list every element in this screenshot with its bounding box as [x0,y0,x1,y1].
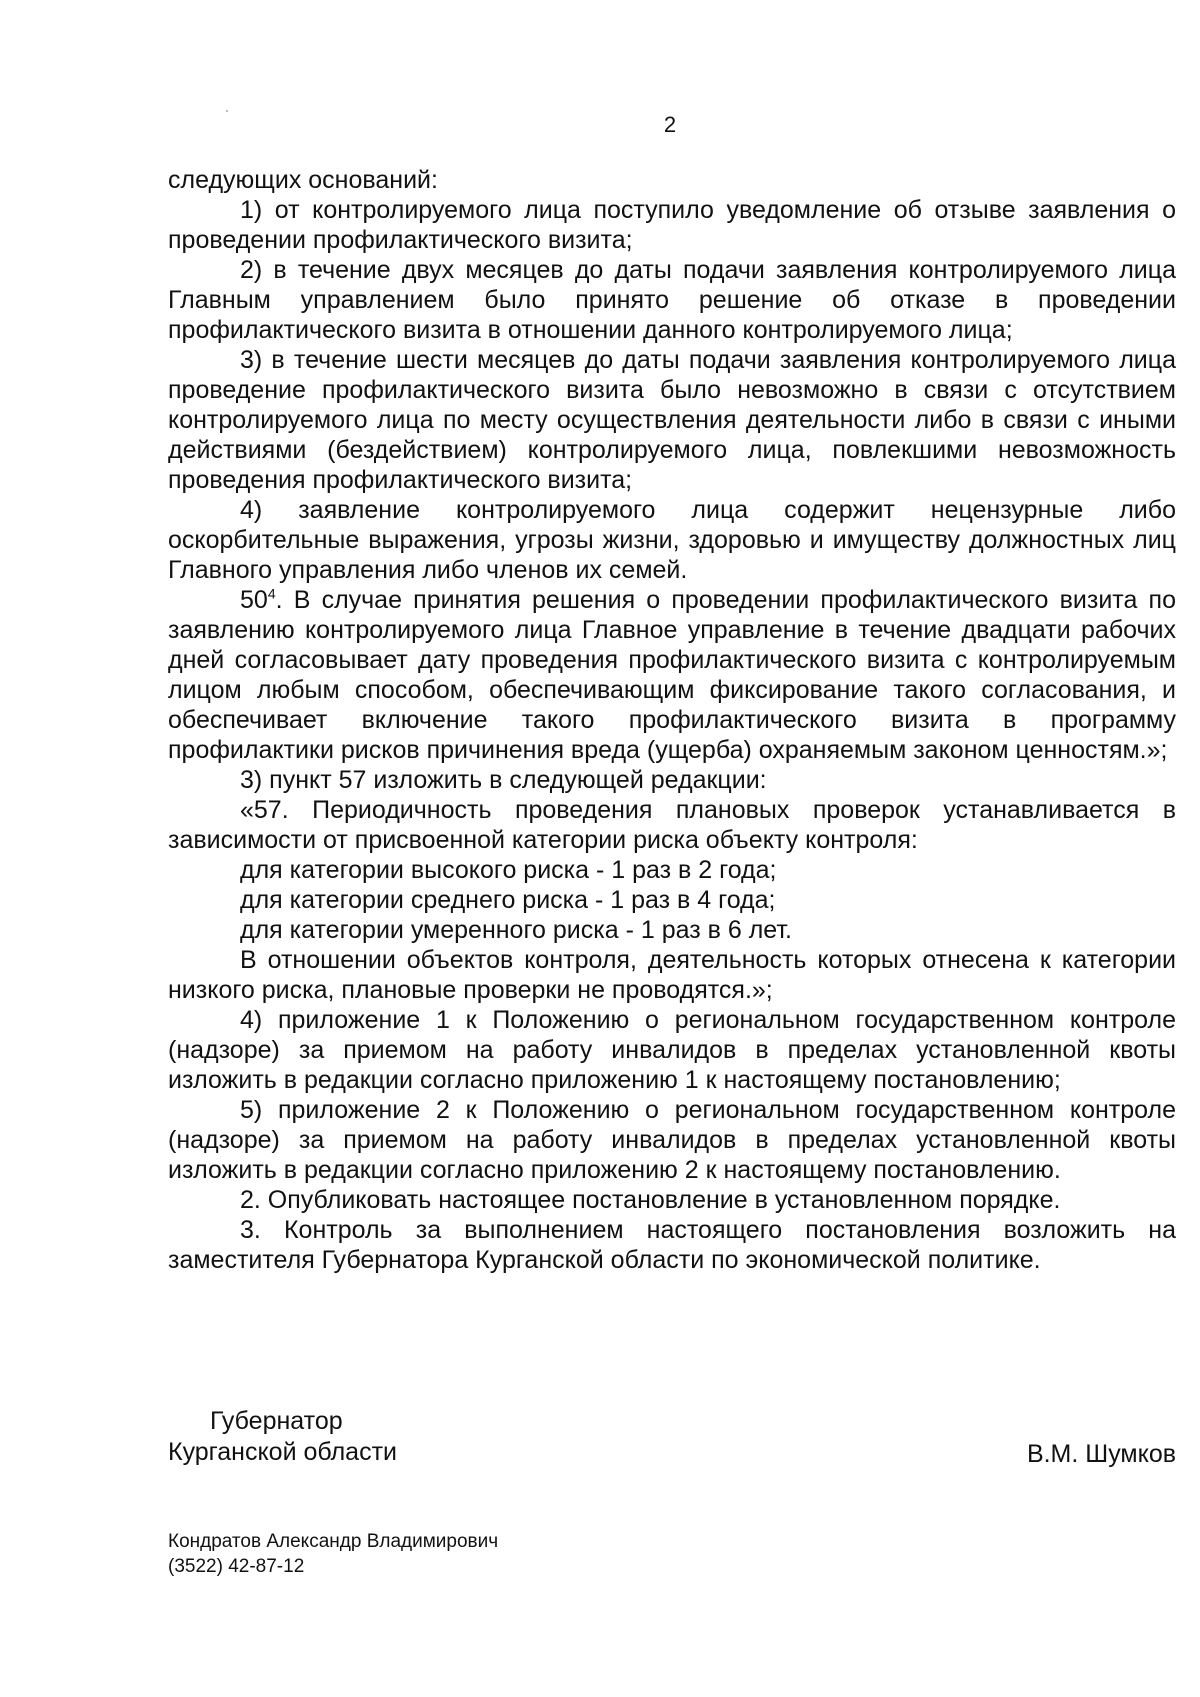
paragraph: 3. Контроль за выполнением настоящего постановления возложить на заместителя Губернатора Курганской области по экономической политике. [168,1216,1176,1274]
paragraph: 2) в течение двух месяцев до даты подачи заявления контролируемого лица Главным управлением было принято решение об отказе в проведении профилактического визита в отношении данного контролируемого лица; [168,256,1176,344]
signature-block [168,1406,1176,1486]
paragraph-text: . В случае принятия решения о проведении профилактического визита по заявлению контролируемого лица Главное управление в течение двадцати рабочих дней согласовывает дату проведения профилактического визита с контролируемым лицом любым способом, обеспечивающим фиксирование такого согласования, и обеспечивает включение такого профилактического визита в программу профилактики рисков причинения вреда (ущерба) охраняемым законом ценностям.»; [168,586,1176,764]
paragraph: следующих оснований: [168,166,438,194]
paragraph: 5) приложение 2 к Положению о региональном государственном контроле (надзоре) за приемом на работу инвалидов в пределах установленной квоты изложить в редакции согласно приложению 2 к настоящему постановлению. [168,1096,1176,1184]
paragraph [168,585,1176,765]
paragraph: 2. Опубликовать настоящее постановление в установленном порядке. [240,1186,1061,1214]
executor-info [168,1529,498,1579]
paragraph: 4) заявление контролируемого лица содержит нецензурные либо оскорбительные выражения, угрозы жизни, здоровью и имуществу должностных лиц Главного управления либо членов их семей. [168,496,1176,584]
document-body [168,165,1176,1275]
signatory-title [168,1406,397,1468]
paragraph: для категории среднего риска - 1 раз в 4 года; [240,886,776,914]
executor-phone: (3522) 42-87-12 [168,1556,305,1577]
paragraph: для категории высокого риска - 1 раз в 2 года; [240,856,777,884]
paragraph: 3) пункт 57 изложить в следующей редакции: [240,766,767,794]
paragraph: «57. Периодичность проведения плановых проверок устанавливается в зависимости от присвоенной категории риска объекту контроля: [168,796,1176,854]
signatory-title-line-1: Губернатор [210,1407,343,1435]
signatory-name: В.М. Шумков [1026,1440,1176,1468]
paragraph-number-superscript: 4 [267,585,276,602]
paragraph: В отношении объектов контроля, деятельность которых отнесена к категории низкого риска, плановые проверки не проводятся.»; [168,946,1176,1004]
paragraph: 4) приложение 1 к Положению о региональном государственном контроле (надзоре) за приемом на работу инвалидов в пределах установленной квоты изложить в редакции согласно приложению 1 к настоящему постановлению; [168,1006,1176,1094]
executor-name: Кондратов Александр Владимирович [168,1531,499,1552]
paragraph: 1) от контролируемого лица поступило уведомление об отзыве заявления о проведении профилактического визита; [168,196,1176,254]
paragraph: 3) в течение шести месяцев до даты подачи заявления контролируемого лица проведение профилактического визита было невозможно в связи с отсутствием контролируемого лица по месту осуществления деятельности либо в связи с иными действиями (бездействием) контролируемого лица, повлекшими невозможность проведения профилактического визита; [168,346,1176,494]
page-number: 2 [663,112,677,137]
paragraph-number: 50 [240,586,268,614]
signatory-title-line-2: Курганской области [168,1438,398,1466]
paragraph: для категории умеренного риска - 1 раз в 6 лет. [240,916,793,944]
